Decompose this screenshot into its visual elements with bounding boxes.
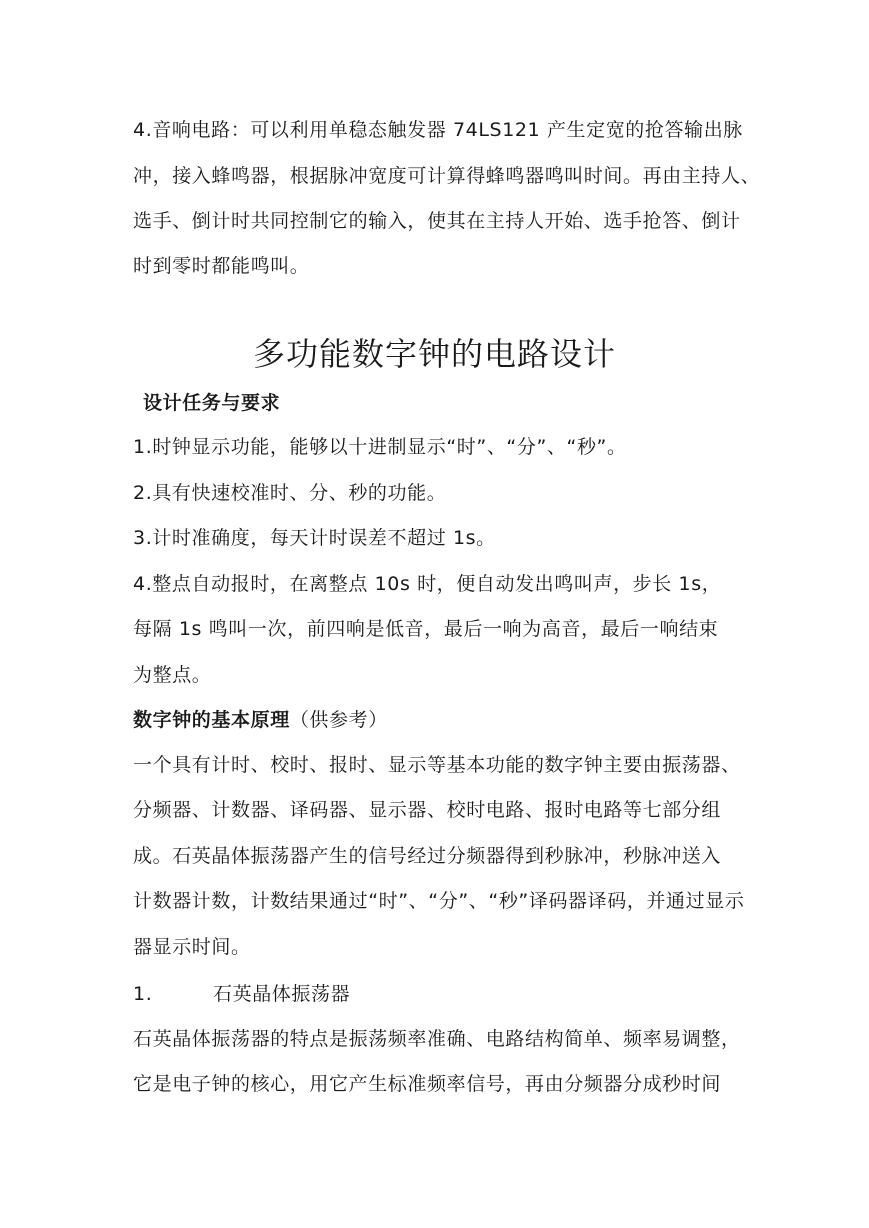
sound-circuit-line-1: 4.音响电路：可以利用单稳态触发器 74LS121 产生定宽的抢答输出脉	[133, 119, 743, 141]
requirement-item-2: 2.具有快速校准时、分、秒的功能。	[133, 482, 447, 504]
principle-heading-note: （供参考）	[289, 709, 388, 731]
principle-line-3: 成。石英晶体振荡器产生的信号经过分频器得到秒脉冲，秒脉冲送入	[133, 845, 722, 867]
requirements-heading: 设计任务与要求	[143, 392, 281, 414]
requirement-item-3: 3.计时准确度，每天计时误差不超过 1s。	[133, 527, 496, 549]
principle-line-4: 计数器计数，计数结果通过“时”、“分”、“秒”译码器译码，并通过显示	[133, 890, 745, 912]
oscillator-number: 1.	[133, 983, 153, 1005]
sound-circuit-line-2: 冲，接入蜂鸣器，根据脉冲宽度可计算得蜂鸣器鸣叫时间。再由主持人、	[133, 165, 761, 187]
document-title: 多功能数字钟的电路设计	[252, 335, 616, 373]
oscillator-heading	[133, 981, 773, 1007]
principle-line-5: 器显示时间。	[133, 936, 251, 958]
sound-circuit-line-3: 选手、倒计时共同控制它的输入，使其在主持人开始、选手抢答、倒计	[133, 210, 741, 232]
oscillator-line-1: 石英晶体振荡器的特点是振荡频率准确、电路结构简单、频率易调整，	[133, 1028, 741, 1050]
principle-heading	[133, 707, 773, 733]
requirement-item-4-line-2: 每隔 1s 鸣叫一次，前四响是低音，最后一响为高音，最后一响结束	[133, 618, 719, 640]
principle-heading-title: 数字钟的基本原理	[133, 709, 290, 731]
requirement-item-4-line-1: 4.整点自动报时，在离整点 10s 时，便自动发出鸣叫声，步长 1s，	[133, 573, 722, 595]
requirement-item-1: 1.时钟显示功能，能够以十进制显示“时”、“分”、“秒”。	[133, 436, 627, 458]
principle-line-2: 分频器、计数器、译码器、显示器、校时电路、报时电路等七部分组	[133, 799, 722, 821]
oscillator-line-2: 它是电子钟的核心，用它产生标准频率信号，再由分频器分成秒时间	[133, 1073, 722, 1095]
sound-circuit-line-4: 时到零时都能鸣叫。	[133, 255, 310, 277]
requirement-item-4-line-3: 为整点。	[133, 664, 212, 686]
oscillator-heading-text: 石英晶体振荡器	[213, 983, 351, 1005]
principle-line-1: 一个具有计时、校时、报时、显示等基本功能的数字钟主要由振荡器、	[133, 754, 741, 776]
